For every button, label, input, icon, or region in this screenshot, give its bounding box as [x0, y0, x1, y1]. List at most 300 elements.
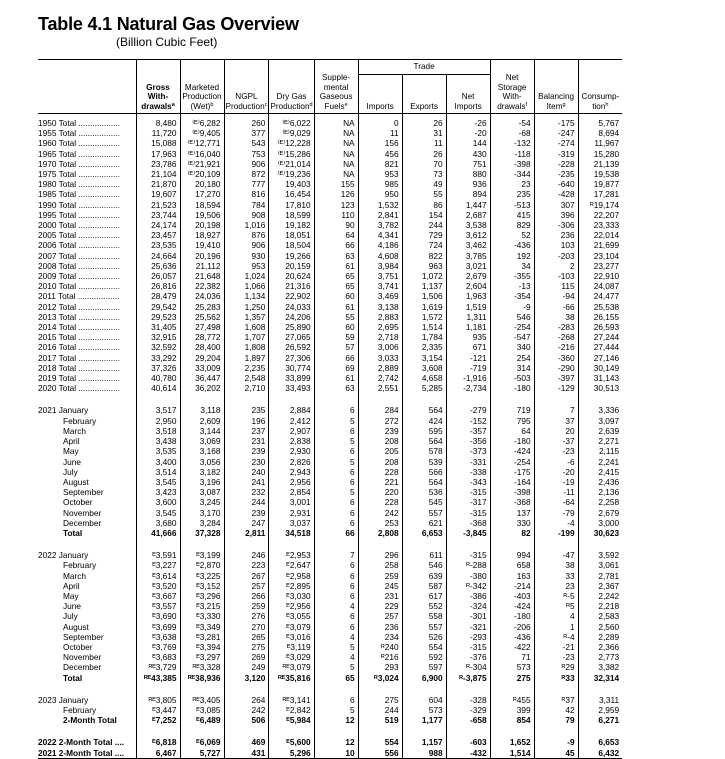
row-label — [38, 497, 136, 507]
row-label — [38, 673, 136, 683]
cell-value: 6,900 — [402, 673, 446, 683]
annual-row — [38, 291, 622, 301]
cell-value: 20 — [534, 426, 578, 436]
cell-value: -368 — [446, 518, 490, 528]
cell-value: -428 — [534, 189, 578, 199]
cell-value: 26 — [402, 114, 446, 129]
cell-value: -21 — [534, 642, 578, 652]
year-label: 2023 — [38, 694, 57, 705]
cell-value: ᴱ3,699 — [136, 622, 180, 632]
cell-value: ᴱ3,225 — [180, 571, 224, 581]
cell-value: 2,639 — [578, 426, 622, 436]
cell-value: 49 — [402, 179, 446, 189]
spacer-row — [38, 725, 622, 737]
cell-value: ᴿᴱ3,141 — [269, 695, 314, 705]
cell-value: 24,206 — [269, 312, 314, 322]
row-label: 2017 Total .................. — [38, 352, 120, 363]
spacer-row — [38, 683, 622, 695]
cell-value: 5 — [314, 705, 358, 715]
cell-value: -203 — [534, 251, 578, 261]
cell-value: -26 — [446, 114, 490, 129]
header-net-storage-withdrawals: Net Storage With- drawals$^f$ — [490, 60, 534, 114]
cell-value: 57 — [314, 342, 358, 352]
cell-value: -603 — [446, 737, 490, 747]
cell-value: -199 — [534, 528, 578, 538]
cell-value: ᴱ3,085 — [180, 705, 224, 715]
cell-value: -315 — [446, 642, 490, 652]
cell-value: 2,956 — [269, 477, 314, 487]
cell-value: 25,890 — [269, 322, 314, 332]
cell-value: 3,001 — [269, 497, 314, 507]
cell-value: 430 — [446, 149, 490, 159]
spacer-cell — [314, 683, 358, 695]
cell-value: ᴱ2,958 — [269, 571, 314, 581]
annual-row — [38, 373, 622, 383]
cell-value: 2,242 — [578, 591, 622, 601]
cell-value: 17,810 — [269, 200, 314, 210]
cell-value: 66 — [314, 353, 358, 363]
cell-value: 994 — [490, 550, 534, 560]
spacer-cell — [446, 683, 490, 695]
cell-value: 6 — [314, 571, 358, 581]
cell-value: 236 — [534, 230, 578, 240]
cell-value: 558 — [402, 611, 446, 621]
spacer-cell — [578, 725, 622, 737]
cell-value: 4,186 — [358, 240, 402, 250]
cell-value: 15,088 — [136, 138, 180, 148]
cell-value: 42 — [534, 705, 578, 715]
cell-value: 4 — [534, 611, 578, 621]
month-label: March — [63, 570, 87, 581]
row-label: 2012 Total .................. — [38, 301, 120, 312]
cell-value: 19,410 — [180, 240, 224, 250]
month-label: February — [63, 415, 97, 426]
cell-value: 564 — [402, 477, 446, 487]
cell-value: ⁽ᴱ⁾16,040 — [180, 149, 224, 159]
cell-value: 729 — [402, 230, 446, 240]
cell-value: ᴿ-288 — [446, 560, 490, 570]
cell-value: 2,583 — [578, 611, 622, 621]
cell-value: 275 — [490, 673, 534, 683]
cell-value: 3,000 — [578, 518, 622, 528]
cell-value: -254 — [490, 457, 534, 467]
cell-value: -164 — [490, 477, 534, 487]
cell-value: 63 — [314, 251, 358, 261]
spacer-cell — [578, 393, 622, 405]
cell-value: -503 — [490, 373, 534, 383]
cell-value: 519 — [358, 715, 402, 725]
cell-value: 32,314 — [578, 673, 622, 683]
cell-value: 196 — [224, 416, 269, 426]
month-row — [38, 477, 622, 487]
cell-value: 2,271 — [578, 436, 622, 446]
cell-value: ⁽ᴱ⁾6,022 — [269, 114, 314, 129]
ytd-total-row — [38, 748, 622, 759]
cell-value: -23 — [534, 652, 578, 662]
row-label: 2005 Total .................. — [38, 230, 120, 241]
cell-value: 2,826 — [269, 457, 314, 467]
cell-value: 15,280 — [578, 149, 622, 159]
cell-value: 6,467 — [136, 748, 180, 759]
cell-value: ᴿ3,024 — [358, 673, 402, 683]
cell-value: 66 — [314, 240, 358, 250]
cell-value: 25,283 — [180, 302, 224, 312]
year-total-row — [38, 673, 622, 683]
cell-value: 240 — [224, 467, 269, 477]
spacer-cell — [224, 393, 269, 405]
cell-value: ᴱ3,447 — [136, 705, 180, 715]
spacer-cell — [490, 683, 534, 695]
cell-value: 1,707 — [224, 332, 269, 342]
row-label: 2008 Total .................. — [38, 260, 120, 271]
cell-value: NA — [314, 149, 358, 159]
cell-value: 221 — [358, 477, 402, 487]
cell-value: NA — [314, 114, 358, 129]
cell-value: 784 — [224, 200, 269, 210]
cell-value: 245 — [358, 581, 402, 591]
cell-value: ᴱ2,842 — [269, 705, 314, 715]
cell-value: 539 — [402, 457, 446, 467]
cell-value: 32,915 — [136, 332, 180, 342]
cell-value: 3,462 — [446, 240, 490, 250]
row-label: 2013 Total .................. — [38, 311, 120, 322]
cell-value: 33,009 — [180, 363, 224, 373]
cell-value: 3,033 — [358, 353, 402, 363]
cell-value: 29,542 — [136, 302, 180, 312]
cell-value: ⁽ᴱ⁾20,109 — [180, 169, 224, 179]
cell-value: -357 — [446, 426, 490, 436]
cell-value: 3,056 — [180, 457, 224, 467]
cell-value: 2,907 — [269, 426, 314, 436]
cell-value: 2,679 — [578, 508, 622, 518]
month-row — [38, 467, 622, 477]
month-label: December — [63, 662, 102, 673]
cell-value: 163 — [490, 571, 534, 581]
cell-value: 24,036 — [180, 291, 224, 301]
annual-row — [38, 251, 622, 261]
cell-value: 307 — [534, 200, 578, 210]
cell-value: 1,134 — [224, 291, 269, 301]
cell-value: 36,447 — [180, 373, 224, 383]
cell-value: ᴿ33 — [534, 673, 578, 683]
month-label: November — [63, 652, 102, 663]
cell-value: 556 — [358, 748, 402, 759]
cell-value: 25,538 — [578, 302, 622, 312]
cell-value: 24,664 — [136, 251, 180, 261]
row-label — [38, 528, 136, 538]
cell-value: 2,808 — [358, 528, 402, 538]
month-row — [38, 446, 622, 456]
cell-value: 3,680 — [136, 518, 180, 528]
row-label: 2011 Total .................. — [38, 291, 120, 302]
cell-value: 19,182 — [269, 220, 314, 230]
cell-value: 5 — [314, 662, 358, 672]
cell-value: 137 — [490, 508, 534, 518]
cell-value: -398 — [490, 487, 534, 497]
cell-value: 69 — [314, 363, 358, 373]
cell-value: 456 — [358, 149, 402, 159]
cell-value: ᴿᴱ35,816 — [269, 673, 314, 683]
month-label: November — [63, 507, 102, 518]
cell-value: 1,072 — [402, 271, 446, 281]
cell-value: 4,608 — [358, 251, 402, 261]
cell-value: -3,845 — [446, 528, 490, 538]
cell-value: ᴱ3,152 — [180, 581, 224, 591]
spacer-row — [38, 538, 622, 550]
cell-value: -129 — [534, 383, 578, 393]
cell-value: -317 — [446, 497, 490, 507]
cell-value: 258 — [358, 560, 402, 570]
cell-value: 469 — [224, 737, 269, 747]
cell-value: 239 — [358, 426, 402, 436]
cell-value: -368 — [490, 497, 534, 507]
cell-value: 22,910 — [578, 271, 622, 281]
cell-value: -216 — [534, 342, 578, 352]
cell-value: 21,648 — [180, 271, 224, 281]
cell-value: 36,202 — [180, 383, 224, 393]
cell-value: 86 — [402, 200, 446, 210]
row-label: 1980 Total .................. — [38, 179, 120, 190]
row-label — [38, 405, 136, 415]
cell-value: 1,357 — [224, 312, 269, 322]
cell-value: ᴿ455 — [490, 695, 534, 705]
cell-value: 110 — [314, 210, 358, 220]
row-label — [38, 632, 136, 642]
cell-value: 242 — [224, 705, 269, 715]
cell-value: 17,963 — [136, 149, 180, 159]
header-consumption: Consump- tion$^h$ — [578, 60, 622, 114]
cell-value: ᴱ2,953 — [269, 550, 314, 560]
annual-row — [38, 179, 622, 189]
month-label: September — [63, 631, 104, 642]
cell-value: 231 — [224, 436, 269, 446]
cell-value: 564 — [402, 405, 446, 415]
cell-value: 23,104 — [578, 251, 622, 261]
cell-value: ᴿ37 — [534, 695, 578, 705]
cell-value: 11,967 — [578, 138, 622, 148]
cell-value: 2,679 — [446, 271, 490, 281]
cell-value: ᴿ-304 — [446, 662, 490, 672]
cell-value: 3,984 — [358, 261, 402, 271]
cell-value: -68 — [490, 128, 534, 138]
cell-value: -121 — [446, 353, 490, 363]
row-label — [38, 662, 136, 672]
cell-value: ᴿ-3,875 — [446, 673, 490, 683]
cell-value: 33,493 — [269, 383, 314, 393]
cell-value: 21,316 — [269, 281, 314, 291]
cell-value: ᴱ3,281 — [180, 632, 224, 642]
cell-value: 2,560 — [578, 622, 622, 632]
cell-value: 59 — [314, 332, 358, 342]
cell-value: 908 — [224, 210, 269, 220]
cell-value: 65 — [314, 281, 358, 291]
cell-value: ᴱ3,215 — [180, 601, 224, 611]
header-trade: Trade — [358, 60, 490, 75]
cell-value: 3,311 — [578, 695, 622, 705]
cell-value: 1,157 — [402, 737, 446, 747]
cell-value: 1,250 — [224, 302, 269, 312]
cell-value: 2,959 — [578, 705, 622, 715]
cell-value: 55 — [314, 312, 358, 322]
header-supplemental-fuels: Supple- mental Gaseous Fuels$^e$ — [314, 60, 358, 114]
cell-value: 27,444 — [578, 342, 622, 352]
cell-value: -403 — [490, 591, 534, 601]
year-label: 2021 — [38, 405, 57, 416]
month-label: June — [63, 601, 81, 612]
cell-value: 23,786 — [136, 159, 180, 169]
cell-value: 2,883 — [358, 312, 402, 322]
spacer-row — [38, 393, 622, 405]
cell-value: -6 — [534, 457, 578, 467]
spacer-cell — [224, 725, 269, 737]
cell-value: ᴱ3,330 — [180, 611, 224, 621]
cell-value: 230 — [224, 457, 269, 467]
cell-value: 40,614 — [136, 383, 180, 393]
cell-value: 6 — [314, 591, 358, 601]
cell-value: -424 — [490, 446, 534, 456]
cell-value: 3,517 — [136, 405, 180, 415]
cell-value: -373 — [446, 446, 490, 456]
cell-value: 20,159 — [269, 261, 314, 271]
cell-value: 115 — [534, 281, 578, 291]
cell-value: -254 — [490, 322, 534, 332]
cell-value: 3,785 — [446, 251, 490, 261]
cell-value: ᴿ29 — [534, 662, 578, 672]
cell-value: 751 — [446, 159, 490, 169]
cell-value: 3,087 — [180, 487, 224, 497]
cell-value: 4,658 — [402, 373, 446, 383]
row-label: 1965 Total .................. — [38, 148, 120, 159]
cell-value: 6,653 — [578, 737, 622, 747]
row-label: 2019 Total .................. — [38, 373, 120, 384]
cell-value: ᴱ3,349 — [180, 622, 224, 632]
month-label: August — [63, 476, 89, 487]
cell-value: -64 — [534, 497, 578, 507]
cell-value: 573 — [402, 705, 446, 715]
cell-value: 30,149 — [578, 363, 622, 373]
cell-value: 64 — [490, 426, 534, 436]
cell-value: -360 — [534, 353, 578, 363]
cell-value: 876 — [224, 230, 269, 240]
cell-value: 70 — [402, 159, 446, 169]
cell-value: 126 — [314, 189, 358, 199]
cell-value: 228 — [358, 467, 402, 477]
spacer-cell — [578, 538, 622, 550]
cell-value: 25,562 — [180, 312, 224, 322]
cell-value: 33 — [534, 571, 578, 581]
cell-value: 597 — [402, 662, 446, 672]
cell-value: -180 — [490, 383, 534, 393]
cell-value: ᴱ3,227 — [136, 560, 180, 570]
cell-value: -9 — [534, 737, 578, 747]
spacer-cell — [269, 725, 314, 737]
annual-row — [38, 149, 622, 159]
month-label: May — [63, 590, 79, 601]
cell-value: 872 — [224, 169, 269, 179]
cell-value: ᴱ3,690 — [136, 611, 180, 621]
cell-value: 1,784 — [402, 332, 446, 342]
cell-value: 21,523 — [136, 200, 180, 210]
cell-value: 26,155 — [578, 312, 622, 322]
cell-value: 123 — [314, 200, 358, 210]
cell-value: 235 — [490, 189, 534, 199]
cell-value: 3,196 — [180, 477, 224, 487]
table-subtitle: (Billion Cubic Feet) — [116, 35, 218, 49]
cell-value: 6 — [314, 611, 358, 621]
cell-value: 60 — [314, 291, 358, 301]
cell-value: ᴱ3,030 — [269, 591, 314, 601]
cell-value: 3,168 — [180, 446, 224, 456]
spacer-cell — [534, 683, 578, 695]
cell-value: 552 — [402, 601, 446, 611]
cell-value: -180 — [490, 436, 534, 446]
month-row — [38, 487, 622, 497]
cell-value: 795 — [490, 416, 534, 426]
cell-value: 269 — [224, 652, 269, 662]
spacer-cell — [534, 725, 578, 737]
header-balancing-item: Balancing Item$^g$ — [534, 60, 578, 114]
cell-value: ᴿᴱ3,729 — [136, 662, 180, 672]
cell-value: 2,838 — [269, 436, 314, 446]
spacer-cell — [446, 725, 490, 737]
cell-value: 228 — [358, 497, 402, 507]
row-label — [38, 683, 136, 695]
cell-value: 2,884 — [269, 405, 314, 415]
cell-value: 906 — [224, 159, 269, 169]
cell-value: 816 — [224, 189, 269, 199]
cell-value: 2,718 — [358, 332, 402, 342]
cell-value: 5,727 — [180, 748, 224, 759]
cell-value: -214 — [490, 581, 534, 591]
spacer-cell — [490, 393, 534, 405]
spacer-cell — [578, 683, 622, 695]
spacer-cell — [136, 393, 180, 405]
cell-value: 21,870 — [136, 179, 180, 189]
cell-value: 3,608 — [402, 363, 446, 373]
cell-value: 29,204 — [180, 353, 224, 363]
cell-value: 953 — [224, 261, 269, 271]
cell-value: 52 — [490, 230, 534, 240]
cell-value: ᴿ-4 — [534, 632, 578, 642]
cell-value: 2,773 — [578, 652, 622, 662]
cell-value: 223 — [224, 560, 269, 570]
cell-value: 22,902 — [269, 291, 314, 301]
cell-value: 1,532 — [358, 200, 402, 210]
cell-value: 536 — [402, 487, 446, 497]
cell-value: 12 — [314, 737, 358, 747]
cell-value: ᴿᴱ3,328 — [180, 662, 224, 672]
cell-value: -20 — [534, 467, 578, 477]
cell-value: ⁽ᴱ⁾9,029 — [269, 128, 314, 138]
cell-value: 25,636 — [136, 261, 180, 271]
annual-row — [38, 114, 622, 129]
cell-value: 27,065 — [269, 332, 314, 342]
cell-value: -37 — [534, 436, 578, 446]
cell-value: 30,623 — [578, 528, 622, 538]
cell-value: -118 — [490, 149, 534, 159]
cell-value: 26,592 — [269, 342, 314, 352]
cell-value: -422 — [490, 642, 534, 652]
cell-value: 617 — [402, 591, 446, 601]
cell-value: NA — [314, 138, 358, 148]
cell-value: 20,198 — [180, 220, 224, 230]
cell-value: 3,006 — [358, 342, 402, 352]
cell-value: -283 — [534, 322, 578, 332]
cell-value: ⁽ᴱ⁾12,771 — [180, 138, 224, 148]
header-ngpl-production: NGPL Production$^c$ — [224, 60, 269, 114]
cell-value: 3,182 — [180, 467, 224, 477]
cell-value: 27,146 — [578, 353, 622, 363]
